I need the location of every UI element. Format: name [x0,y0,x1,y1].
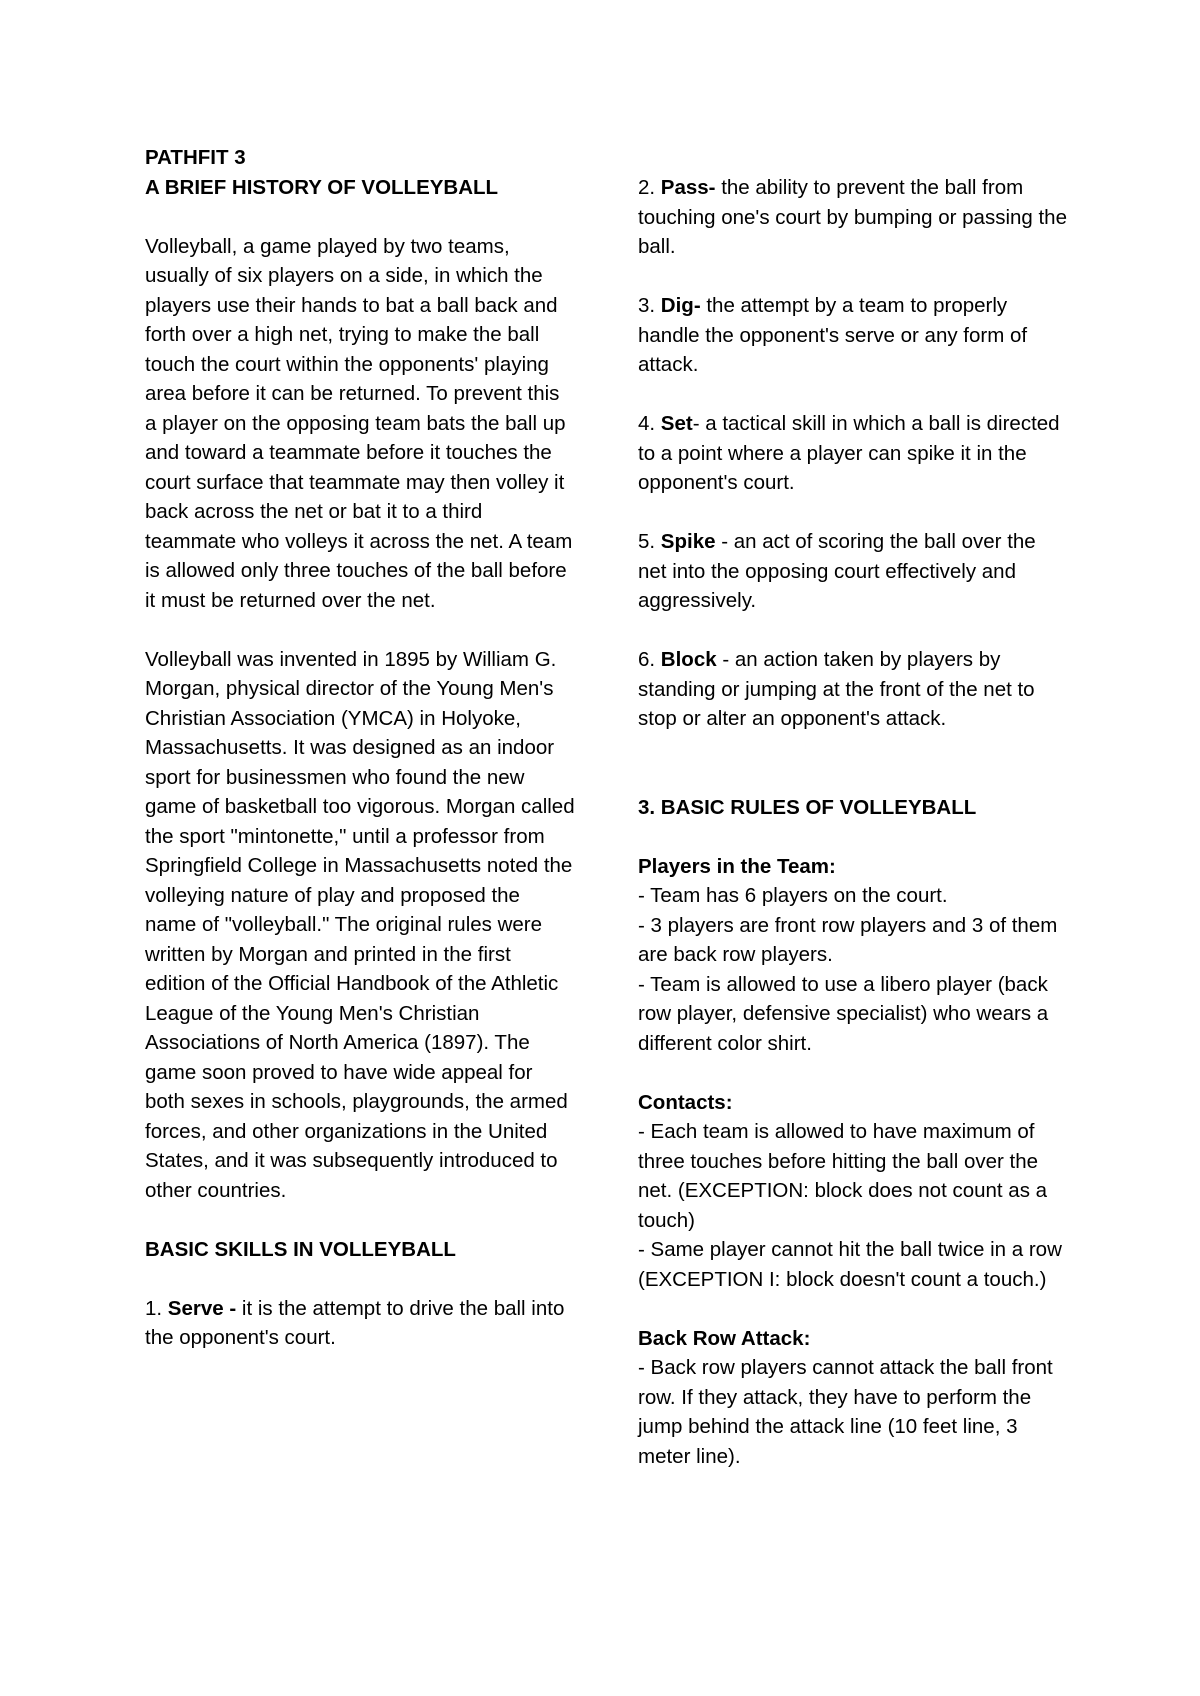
skill-description: - an act of scoring the ball over the net into the opposing court effectively and aggressively. [638,530,1036,612]
team-subheading: Players in the Team: [638,854,836,878]
contacts-rules-block [638,1088,1068,1295]
skill-item-block [638,645,1068,734]
backrow-subheading: Back Row Attack: [638,1326,811,1350]
rule-line: - Same player cannot hit the ball twice in a row (EXCEPTION I: block doesn't count a touch.) [638,1238,1062,1291]
skill-description: the attempt by a team to properly handle the opponent's serve or any form of attack. [638,294,1028,376]
skill-number: 3. [638,294,661,317]
skill-term: Set [660,412,693,435]
right-column [638,173,1068,1471]
skill-item-serve [145,1294,575,1353]
skill-item-set [638,409,1068,498]
skill-number: 5. [638,530,661,553]
skill-item-dig [638,291,1068,380]
rule-line: - Team is allowed to use a libero player (back row player, defensive specialist) who wears a different color shirt. [638,972,1049,1055]
course-code: PATHFIT 3 [145,146,246,169]
team-rules-block [638,852,1068,1059]
skill-term: Pass- [660,176,716,199]
skill-term: Block [660,648,717,671]
skill-item-spike [638,527,1068,616]
document-title: A BRIEF HISTORY OF VOLLEYBALL [145,175,499,199]
left-column [145,143,575,1353]
skill-description: - a tactical skill in which a ball is directed to a point where a player can spike it in the opponent's court. [638,412,1060,494]
skill-description: - an action taken by players by standing or jumping at the front of the net to stop or alter an opponent's attack. [638,648,1035,730]
rule-line: - Each team is allowed to have maximum of three touches before hitting the ball over the net. (EXCEPTION: block does not count as a touch) [638,1120,1048,1232]
skill-description: the ability to prevent the ball from touching one's court by bumping or passing the ball. [638,176,1067,258]
backrow-rules-block [638,1324,1068,1472]
history-paragraph-2: Volleyball was invented in 1895 by William G. Morgan, physical director of the Young Men's Christian Association (YMCA) in Holyoke, Massachusetts. It was designed as an indoor sport for businessmen who found the new game of basketball too vigorous. Morgan called the sport "mintonette," until a professor from Springfield College in Massachusetts noted the volleying nature of play and proposed the name of "volleyball." The original rules were written by Morgan and printed in the first edition of the Official Handbook of the Athletic League of the Young Men's Christian Associations of North America (1897). The game soon proved to have wide appeal for both sexes in schools, playgrounds, the armed forces, and other organizations in the United States, and it was subsequently introduced to other countries. [145,647,575,1202]
skill-number: 1. [145,1296,168,1320]
rule-line: - Back row players cannot attack the ball front row. If they attack, they have to perform the jump behind the attack line (10 feet line, 3 meter line). [638,1356,1053,1468]
rules-heading: 3. BASIC RULES OF VOLLEYBALL [638,795,977,819]
skill-item-pass [638,173,1068,262]
rule-line: - Team has 6 players on the court. [638,884,948,907]
section-spacer [638,734,1068,793]
skills-heading: BASIC SKILLS IN VOLLEYBALL [145,1237,456,1261]
skill-term: Serve - [167,1296,237,1320]
skill-number: 2. [638,176,661,199]
contacts-subheading: Contacts: [638,1090,733,1114]
skill-number: 6. [638,648,661,671]
skill-description: it is the attempt to drive the ball into the opponent's court. [145,1296,565,1349]
skill-term: Dig- [660,294,701,317]
rule-line: - 3 players are front row players and 3 of them are back row players. [638,913,1058,966]
skill-number: 4. [638,412,661,435]
skill-term: Spike [660,530,716,553]
history-paragraph-1: Volleyball, a game played by two teams, usually of six players on a side, in which the players use their hands to bat a ball back and forth over a high net, trying to make the ball touch the court within the opponents' playing area before it can be returned. To prevent this a player on the opposing team bats the ball up and toward a teammate before it touches the court surface that teammate may then volley it back across the net or bat it to a third teammate who volleys it across the net. A team is allowed only three touches of the ball before it must be returned over the net. [145,234,573,612]
